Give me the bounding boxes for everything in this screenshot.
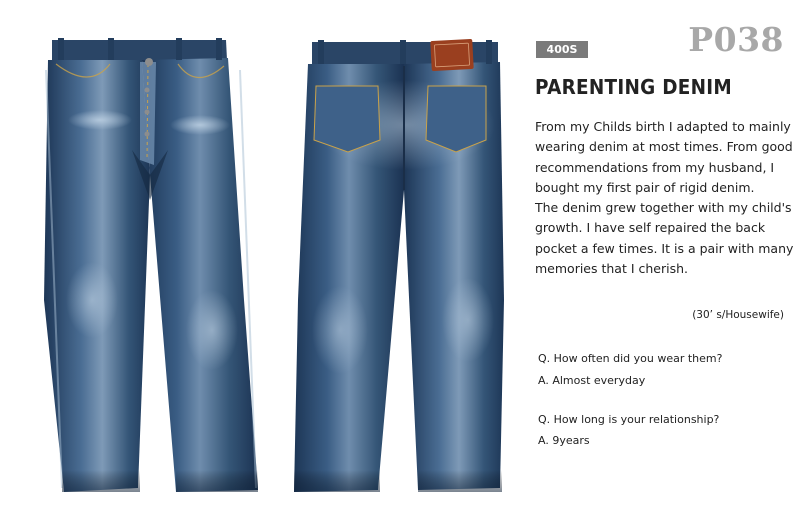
interview-answer: A. Almost everyday — [538, 374, 646, 387]
jeans-front-icon — [44, 38, 258, 492]
owner-attribution: (30’ s/Housewife) — [692, 309, 784, 321]
interview-question: Q. How often did you wear them? — [538, 352, 723, 365]
story-paragraph: The denim grew together with my child's growth. I have self repaired the back pocket a few times. It is a pair with many memories that I cherish. — [535, 200, 794, 277]
story-paragraph: From my Childs birth I adapted to mainly wearing denim at most times. From good recommendations from my husband, I bought my first pair of rigid denim. — [535, 119, 793, 195]
interview-question: Q. How long is your relationship? — [538, 413, 720, 426]
leather-patch-icon — [430, 39, 474, 71]
model-badge: 400S — [536, 41, 588, 58]
product-title: PARENTING DENIM — [535, 75, 733, 99]
interview-answer: A. 9years — [538, 434, 590, 447]
product-code: P038 — [688, 20, 784, 59]
story-text — [535, 117, 797, 279]
jeans-back-icon — [294, 39, 504, 492]
